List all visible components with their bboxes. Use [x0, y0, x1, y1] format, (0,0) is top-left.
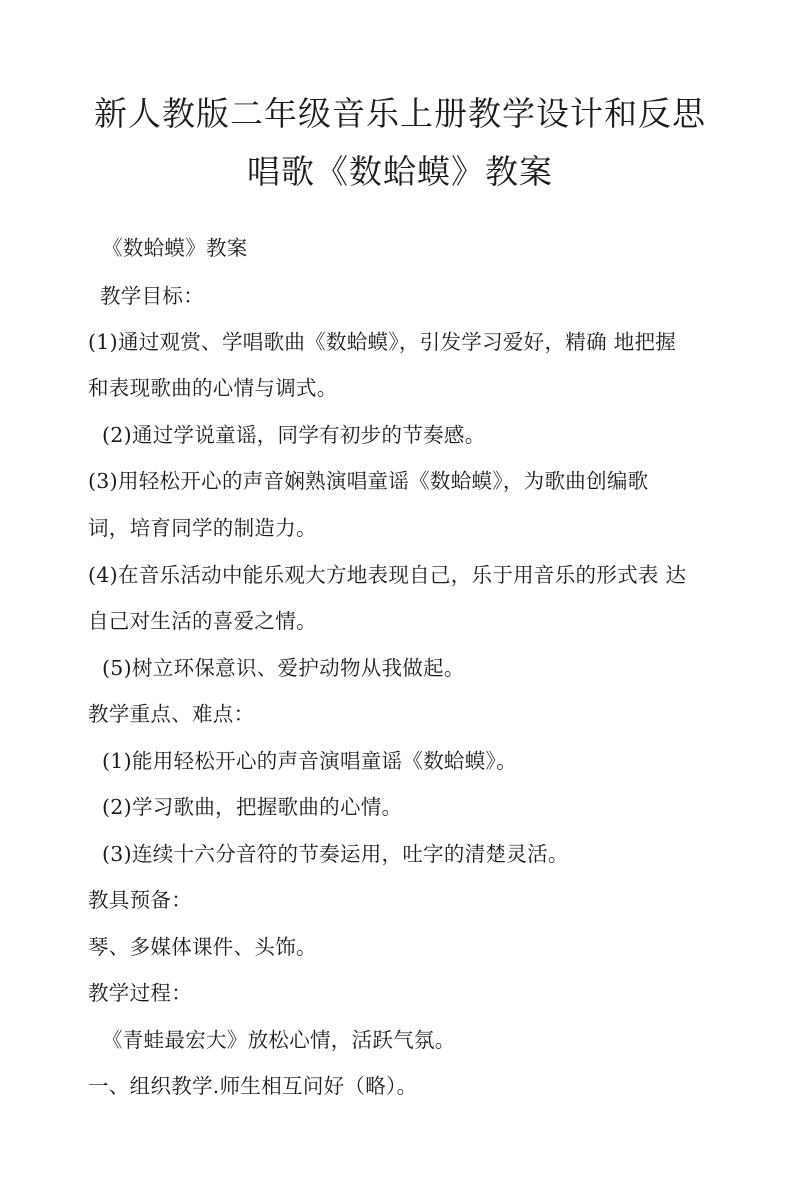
process-warmup: 《青蛙最宏大》放松心情，活跃气氛。: [102, 1028, 456, 1052]
key-point-2: (2)学习歌曲，把握歌曲的心情。: [102, 795, 403, 819]
section-heading-materials: 教具预备：: [88, 888, 192, 912]
objective-2: (2)通过学说童谣，同学有初步的节奏感。: [102, 423, 486, 447]
materials-list: 琴、多媒体课件、头饰。: [88, 935, 317, 959]
objective-4-line-1: (4)在音乐活动中能乐观大方地表现自己，乐于用音乐的形式表 达: [88, 563, 687, 587]
section-heading-process: 教学过程：: [88, 981, 192, 1005]
document-subtitle: 唱歌《数蛤蟆》教案: [247, 152, 553, 191]
objective-3-line-2: 词，培育同学的制造力。: [88, 516, 317, 540]
section-heading-objectives: 教学目标：: [100, 284, 204, 308]
objective-3-line-1: (3)用轻松开心的声音娴熟演唱童谣《数蛤蟆》，为歌曲创编歌: [88, 469, 649, 493]
objective-5: (5)树立环保意识、爱护动物从我做起。: [102, 656, 465, 680]
process-step-1: 一、组织教学.师生相互问好（略）。: [88, 1074, 418, 1098]
key-point-1: (1)能用轻松开心的声音演唱童谣《数蛤蟆》。: [102, 749, 517, 773]
section-heading-key-points: 教学重点、难点：: [88, 702, 255, 726]
objective-1-line-2: 和表现歌曲的心情与调式。: [88, 376, 338, 400]
objective-1-line-1: (1)通过观赏、学唱歌曲《数蛤蟆》，引发学习爱好，精确 地把握: [88, 330, 677, 354]
lesson-heading: 《数蛤蟆》教案: [102, 236, 248, 260]
objective-4-line-2: 自己对生活的喜爱之情。: [88, 609, 317, 633]
key-point-3: (3)连续十六分音符的节奏运用，吐字的清楚灵活。: [102, 842, 569, 866]
document-title: 新人教版二年级音乐上册教学设计和反思: [94, 94, 706, 133]
